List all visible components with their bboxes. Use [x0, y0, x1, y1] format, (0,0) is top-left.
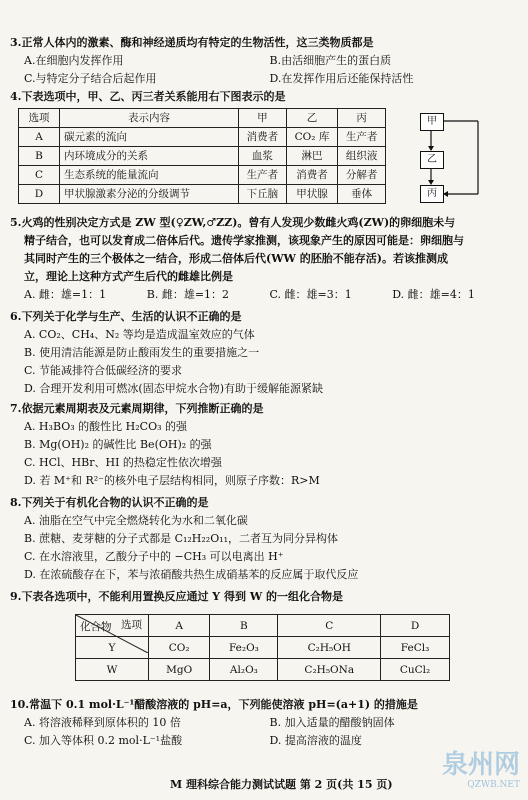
table-cell: 内环境成分的关系	[60, 147, 239, 166]
watermark-logo: 泉州网	[441, 750, 520, 780]
option-b: B. 雌：雄=1：2	[146, 288, 230, 301]
table-cell: 甲状腺激素分泌的分级调节	[60, 185, 239, 204]
table-cell: CuCl₂	[381, 659, 450, 681]
question-9	[10, 588, 515, 606]
table-cell: 组织液	[338, 147, 386, 166]
table-header: 甲	[239, 109, 287, 128]
table-row	[19, 185, 386, 204]
table-cell: C₂H₅ONa	[278, 659, 381, 681]
table-cell: 下丘脑	[239, 185, 287, 204]
option-a: A. H₃BO₃ 的酸性比 H₂CO₃ 的强	[24, 420, 187, 433]
option-b: B. 加入适量的醋酸钠固体	[269, 716, 395, 729]
question-stem: 4.下表选项中，甲、乙、丙三者关系能用右下图表示的是	[10, 90, 286, 103]
table-cell: CO₂	[149, 637, 210, 659]
option-d: D. 若 M⁺和 R²⁻的核外电子层结构相同，则原子序数：R>M	[24, 474, 320, 487]
table-row	[19, 128, 386, 147]
question-line: 其同时产生的三个极体之一结合，形成二倍体后代(WW 的胚胎不能存活)。若该推测成	[24, 252, 448, 265]
table-row	[76, 659, 450, 681]
table-corner	[76, 615, 149, 637]
row-label: Y	[76, 637, 149, 659]
table-cell: 生态系统的能量流向	[60, 166, 239, 185]
table-cell: 消费者	[239, 128, 287, 147]
question-10	[10, 696, 515, 750]
option-a: A. 油脂在空气中完全燃烧转化为水和二氧化碳	[24, 514, 248, 527]
table-cell: FeCl₃	[381, 637, 450, 659]
table-header: 乙	[286, 109, 338, 128]
table-cell: D	[19, 185, 60, 204]
table-cell: C₂H₅OH	[278, 637, 381, 659]
question-7	[10, 400, 515, 490]
option-c: C.与特定分子结合后起作用	[24, 72, 157, 85]
table-cell: 生产者	[338, 128, 386, 147]
option-d: D.在发挥作用后还能保持活性	[269, 72, 414, 85]
question-3	[10, 34, 515, 88]
question-stem: 3.正常人体内的激素、酶和神经递质均有特定的生物活性，这三类物质都是	[10, 36, 374, 49]
question-stem: 9.下表各选项中，不能利用置换反应通过 Y 得到 W 的一组化合物是	[10, 590, 344, 603]
corner-bottom-label: 化合物	[80, 621, 112, 633]
watermark-url: QZWB.NET	[467, 780, 520, 790]
option-a: A. CO₂、CH₄、N₂ 等均是造成温室效应的气体	[24, 328, 255, 341]
question-stem: 7.依据元素周期表及元素周期律，下列推断正确的是	[10, 402, 264, 415]
table-cell: 血浆	[239, 147, 287, 166]
table-cell: Al₂O₃	[210, 659, 278, 681]
question-6	[10, 308, 515, 398]
option-c: C. 节能减排符合低碳经济的要求	[24, 364, 183, 377]
q9-table	[75, 614, 450, 681]
table-cell: B	[19, 147, 60, 166]
option-a: A. 将溶液稀释到原体积的 10 倍	[24, 716, 181, 729]
option-d: D. 提高溶液的温度	[269, 734, 362, 747]
option-c: C. 加入等体积 0.2 mol·L⁻¹盐酸	[24, 734, 183, 747]
corner-top-label: 选项	[121, 619, 142, 631]
question-line: 立，理论上这种方式产生后代的雌雄比例是	[24, 270, 233, 283]
question-8	[10, 494, 515, 584]
option-b: B.由活细胞产生的蛋白质	[269, 54, 392, 67]
table-header: C	[278, 615, 381, 637]
question-line: 精子结合，也可以发育成二倍体后代。遗传学家推测，该现象产生的原因可能是：卵细胞与	[24, 234, 464, 247]
table-cell: 分解者	[338, 166, 386, 185]
question-stem: 10.常温下 0.1 mol·L⁻¹醋酸溶液的 pH=a，下列能使溶液 pH=(a+1) 的措施是	[10, 698, 418, 711]
question-stem: 6.下列关于化学与生产、生活的认识不正确的是	[10, 310, 242, 323]
box-bing: 丙	[420, 185, 444, 203]
question-stem: 8.下列关于有机化合物的认识不正确的是	[10, 496, 209, 509]
table-cell: 消费者	[286, 166, 338, 185]
table-cell: CO₂ 库	[286, 128, 338, 147]
option-c: C. 在水溶液里，乙酸分子中的 −CH₃ 可以电离出 H⁺	[24, 550, 284, 563]
option-b: B. 蔗糖、麦芽糖的分子式都是 C₁₂H₂₂O₁₁，二者互为同分异构体	[24, 532, 339, 545]
question-5	[10, 214, 515, 304]
box-yi: 乙	[420, 151, 444, 169]
option-d: D. 雌：雄=4：1	[392, 288, 475, 301]
table-cell: 碳元素的流向	[60, 128, 239, 147]
table-cell: 淋巴	[286, 147, 338, 166]
table-cell: 甲状腺	[286, 185, 338, 204]
table-header: A	[149, 615, 210, 637]
option-c: C. 雌：雄=3：1	[269, 288, 352, 301]
q4-table	[18, 108, 386, 204]
table-header: B	[210, 615, 278, 637]
option-d: D. 合理开发利用可燃冰(固态甲烷水合物)有助于缓解能源紧缺	[24, 382, 324, 395]
option-a: A.在细胞内发挥作用	[24, 54, 124, 67]
table-cell: MgO	[149, 659, 210, 681]
table-cell: 垂体	[338, 185, 386, 204]
page-footer: M 理科综合能力测试试题 第 2 页(共 15 页)	[170, 778, 393, 791]
table-cell: Fe₂O₃	[210, 637, 278, 659]
table-header: 丙	[338, 109, 386, 128]
row-label: W	[76, 659, 149, 681]
option-b: B. Mg(OH)₂ 的碱性比 Be(OH)₂ 的强	[24, 438, 212, 451]
q4-diagram	[418, 112, 508, 202]
table-row	[19, 147, 386, 166]
table-header: D	[381, 615, 450, 637]
table-header: 选项	[19, 109, 60, 128]
option-b: B. 使用清洁能源是防止酸雨发生的重要措施之一	[24, 346, 260, 359]
option-d: D. 在浓硫酸存在下，苯与浓硝酸共热生成硝基苯的反应属于取代反应	[24, 568, 359, 581]
question-line: 5.火鸡的性别决定方式是 ZW 型(♀ZW,♂ZZ)。曾有人发现少数雌火鸡(ZW)的卵细胞未与	[10, 216, 456, 229]
table-row	[19, 166, 386, 185]
table-cell: A	[19, 128, 60, 147]
table-cell: 生产者	[239, 166, 287, 185]
table-header: 表示内容	[60, 109, 239, 128]
box-jia: 甲	[420, 113, 444, 131]
option-c: C. HCl、HBr、HI 的热稳定性依次增强	[24, 456, 222, 469]
table-cell: C	[19, 166, 60, 185]
option-a: A. 雌：雄=1：1	[24, 288, 107, 301]
